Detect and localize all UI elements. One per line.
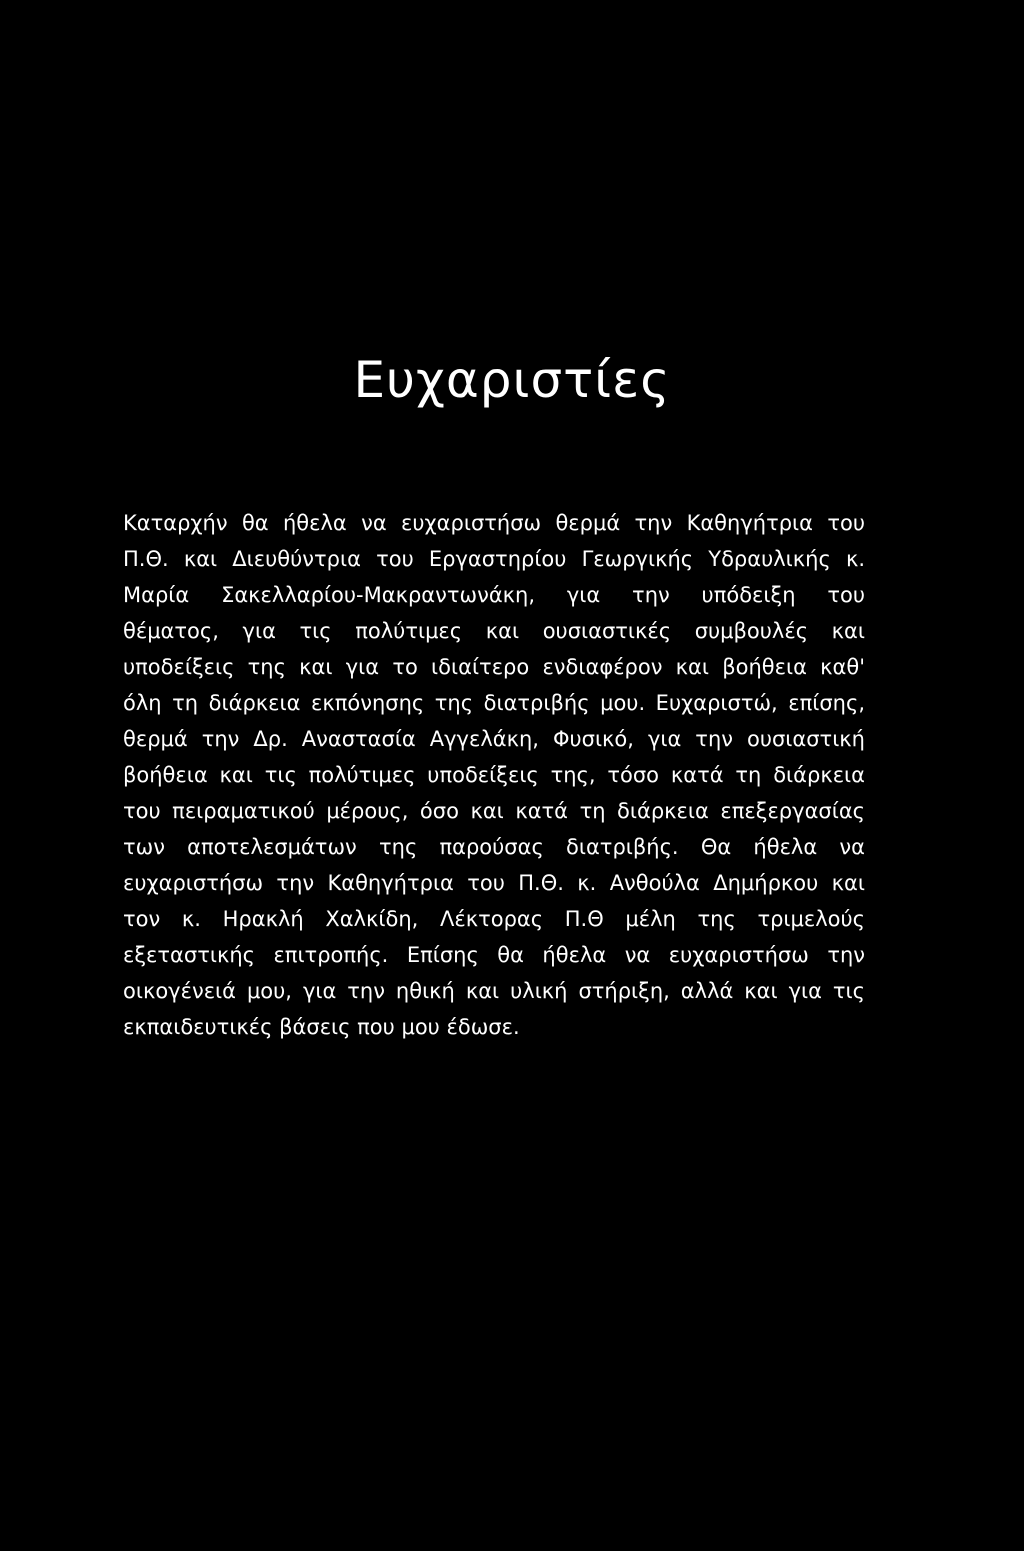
- paragraph-line: εξεταστικής επιτροπής. Επίσης θα ήθελα να ευχαριστήσω την: [123, 943, 865, 967]
- paragraph-line: υποδείξεις της και για το ιδιαίτερο ενδιαφέρον και βοήθεια καθ': [123, 655, 865, 679]
- acknowledgements-paragraph: [123, 505, 865, 1045]
- paragraph-line: Π.Θ. και Διευθύντρια του Εργαστηρίου Γεωργικής Υδραυλικής κ.: [123, 547, 865, 571]
- paragraph-line: θερμά την Δρ. Αναστασία Αγγελάκη, Φυσικό, για την ουσιαστική: [123, 727, 865, 751]
- paragraph-line: θέματος, για τις πολύτιμες και ουσιαστικές συμβουλές και: [123, 619, 865, 643]
- paragraph-line: Καταρχήν θα ήθελα να ευχαριστήσω θερμά την Καθηγήτρια του: [123, 511, 865, 535]
- paragraph-line: εκπαιδευτικές βάσεις που μου έδωσε.: [123, 1015, 520, 1039]
- paragraph-line: Μαρία Σακελλαρίου-Μακραντωνάκη, για την υπόδειξη του: [123, 583, 865, 607]
- paragraph-line: οικογένειά μου, για την ηθική και υλική στήριξη, αλλά και για τις: [123, 979, 865, 1003]
- paragraph-line: βοήθεια και τις πολύτιμες υποδείξεις της, τόσο κατά τη διάρκεια: [123, 763, 865, 787]
- paragraph-line: των αποτελεσμάτων της παρούσας διατριβής. Θα ήθελα να: [123, 835, 865, 859]
- paragraph-line: του πειραματικού μέρους, όσο και κατά τη διάρκεια επεξεργασίας: [123, 799, 865, 823]
- paragraph-line: όλη τη διάρκεια εκπόνησης της διατριβής μου. Ευχαριστώ, επίσης,: [123, 691, 865, 715]
- paragraph-line: τον κ. Ηρακλή Χαλκίδη, Λέκτορας Π.Θ μέλη της τριμελούς: [123, 907, 865, 931]
- page-title: Ευχαριστίες: [353, 351, 671, 409]
- paragraph-line: ευχαριστήσω την Καθηγήτρια του Π.Θ. κ. Ανθούλα Δημήρκου και: [123, 871, 865, 895]
